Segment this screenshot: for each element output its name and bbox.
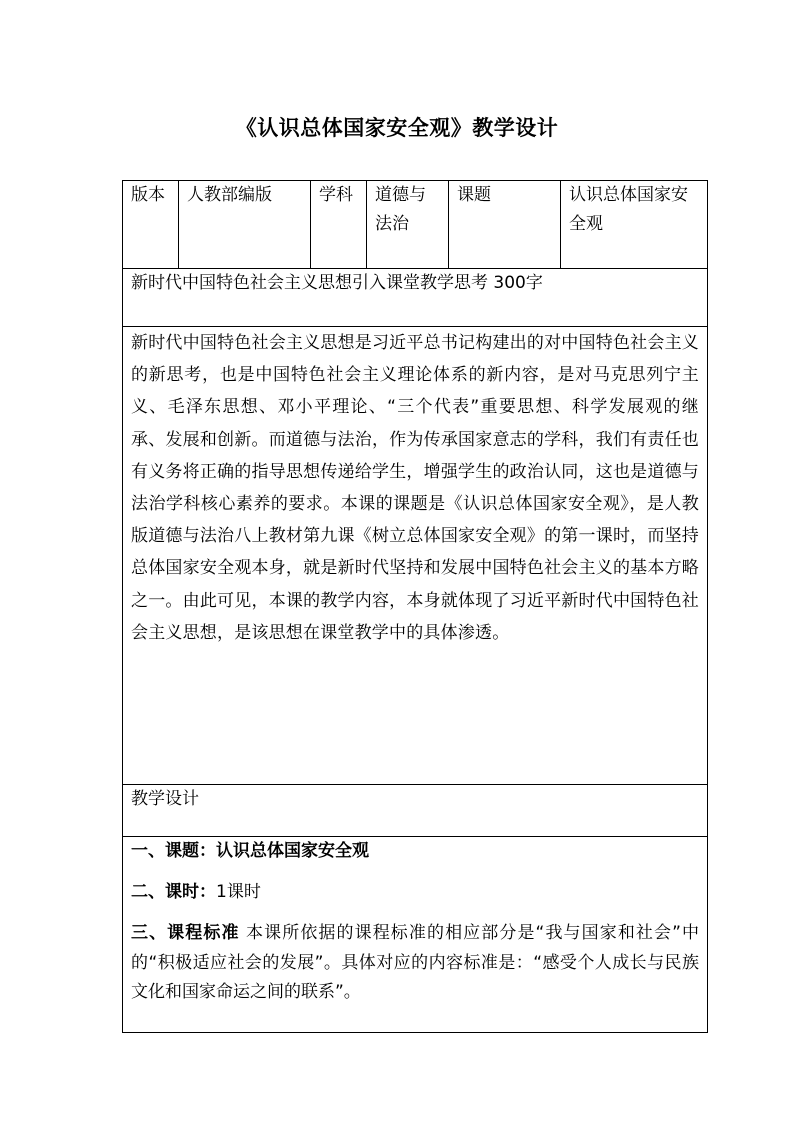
reflection-paragraph: 新时代中国特色社会主义思想是习近平总书记构建出的对中国特色社会主义的新思考，也是中国特色社会主义理论体系的新内容，是对马克思列宁主义、毛泽东思想、邓小平理论、“三个代表”重要思想、科学发展观的继承、发展和创新。而道德与法治，作为传承国家意志的学科，我们有责任也有义务将正确的指导思想传递给学生，增强学生的政治认同，这也是道德与法治学科核心素养的要求。本课的课题是《认识总体国家安全观》，是人教版道德与法治八上教材第九课《树立总体国家安全观》的第一课时，而坚持总体国家安全观本身，就是新时代坚持和发展中国特色社会主义的基本方略之一。由此可见，本课的教学内容，本身就体现了习近平新时代中国特色社会主义思想，是该思想在课堂教学中的具体渗透。 <box>131 333 699 643</box>
subject-value-cell: 道德与法治 <box>367 181 449 269</box>
lesson-plan-table <box>122 180 708 1033</box>
section-periods-value: 1课时 <box>216 882 261 902</box>
header-row <box>123 181 708 269</box>
edition-label-cell: 版本 <box>123 181 179 269</box>
design-heading: 教学设计 <box>123 785 708 837</box>
topic-label-cell: 课题 <box>449 181 561 269</box>
reflection-body-cell <box>123 327 708 785</box>
reflection-heading-row <box>123 269 708 327</box>
section-periods-label: 二、课时： <box>131 882 216 902</box>
section-topic <box>131 837 699 866</box>
subject-label-cell: 学科 <box>311 181 367 269</box>
design-body-row <box>123 837 708 1033</box>
section-topic-label: 一、课题：认识总体国家安全观 <box>131 841 369 861</box>
topic-value-cell: 认识总体国家安全观 <box>561 181 708 269</box>
edition-value-cell: 人教部编版 <box>179 181 311 269</box>
reflection-body-row <box>123 327 708 785</box>
design-heading-row <box>123 785 708 837</box>
reflection-heading: 新时代中国特色社会主义思想引入课堂教学思考 300字 <box>123 269 708 327</box>
section-curriculum-text: 本课所依据的课程标准的相应部分是“我与国家和社会”中的“积极适应社会的发展”。具体对应的内容标准是：“感受个人成长与民族文化和国家命运之间的联系”。 <box>131 923 699 1002</box>
section-periods <box>131 878 699 907</box>
section-curriculum-standard <box>131 919 699 1008</box>
section-curriculum-label: 三、课程标准 <box>131 923 240 943</box>
document-title: 《认识总体国家安全观》教学设计 <box>235 116 559 140</box>
design-body-cell <box>123 837 708 1033</box>
